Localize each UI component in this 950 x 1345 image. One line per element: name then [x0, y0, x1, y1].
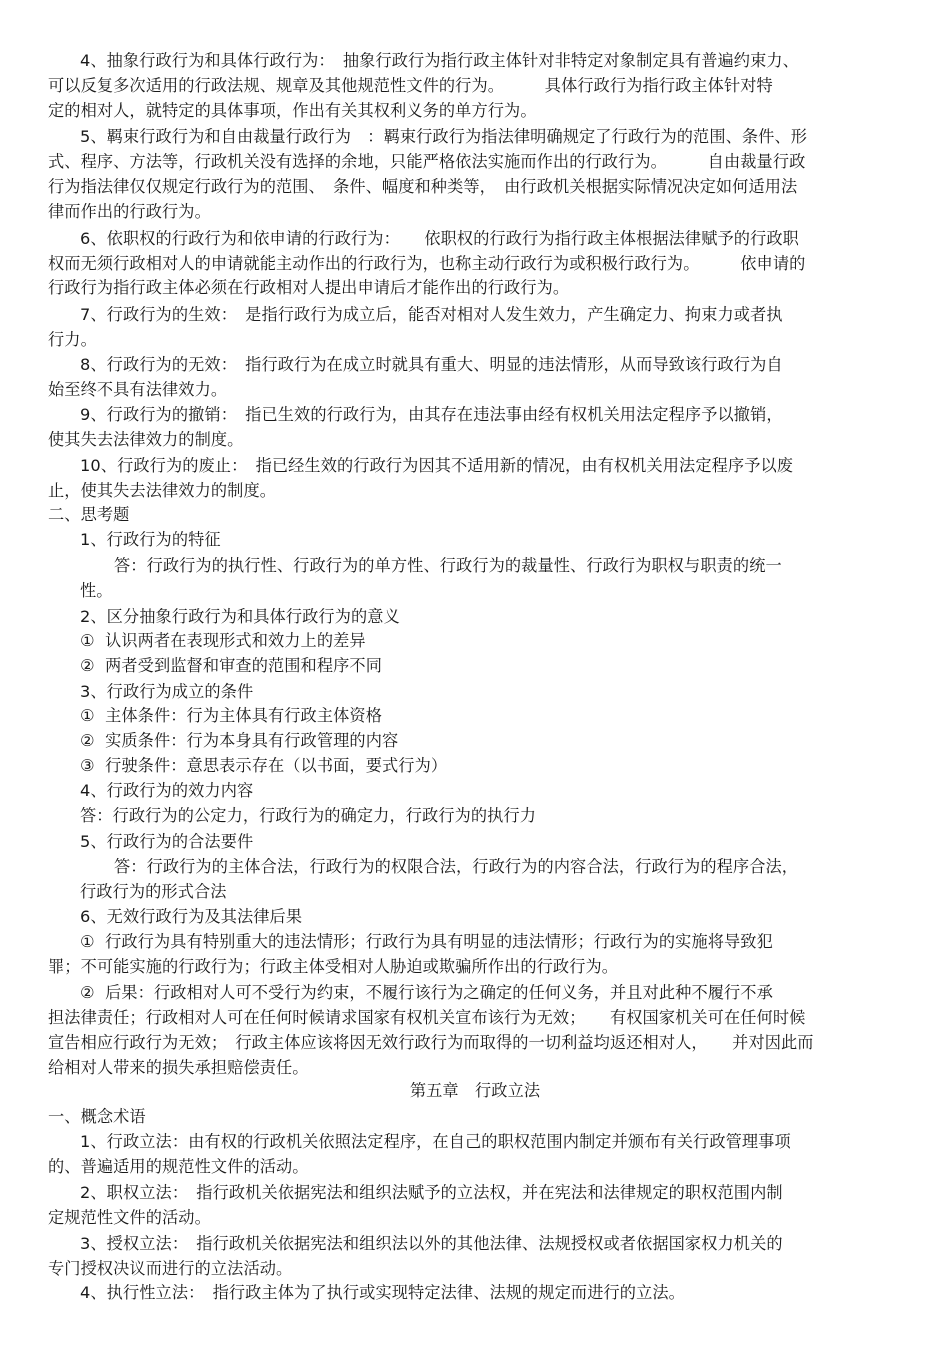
text-line: 律而作出的行政行为。 — [48, 202, 211, 221]
section-heading: 一、概念术语 — [48, 1107, 146, 1126]
text-line: 10、行政行为的废止： 指已经生效的行政行为因其不适用新的情况，由有权机关用法定程序予以废 — [80, 456, 794, 475]
list-item: ② 后果：行政相对人可不受行为约束，不履行该行为之确定的任何义务，并且对此种不履行不承 — [80, 983, 773, 1002]
text-line: 权而无须行政相对人的申请就能主动作出的行政行为，也称主动行政行为或积极行政行为。 依申请的 — [48, 254, 806, 273]
text-line: 7、行政行为的生效： 是指行政行为成立后，能否对相对人发生效力，产生确定力、拘束力或者执 — [80, 305, 783, 324]
text-line: 式、程序、方法等，行政机关没有选择的余地，只能严格依法实施而作出的行政行为。 自由裁量行政 — [48, 152, 806, 171]
answer-line: 答：行政行为的主体合法，行政行为的权限合法，行政行为的内容合法，行政行为的程序合法， — [114, 857, 799, 876]
text-line: 使其失去法律效力的制度。 — [48, 430, 244, 449]
list-item: ① 行政行为具有特别重大的违法情形；行政行为具有明显的违法情形；行政行为的实施将导致犯 — [80, 932, 773, 951]
text-line: 止，使其失去法律效力的制度。 — [48, 481, 277, 500]
text-line: 专门授权决议而进行的立法活动。 — [48, 1259, 293, 1278]
text-line: 担法律责任；行政相对人可在任何时候请求国家有权机关宣布该行为无效； 有权国家机关可在任何时候 — [48, 1008, 806, 1027]
text-line: 2、职权立法： 指行政机关依据宪法和组织法赋予的立法权，并在宪法和法律规定的职权范围内制 — [80, 1183, 783, 1202]
question-heading: 4、行政行为的效力内容 — [80, 781, 254, 800]
question-heading: 1、行政行为的特征 — [80, 530, 221, 549]
text-line: 定的相对人，就特定的具体事项，作出有关其权利义务的单方行为。 — [48, 101, 537, 120]
list-item: ① 认识两者在表现形式和效力上的差异 — [80, 631, 366, 650]
text-line: 4、执行性立法： 指行政主体为了执行或实现特定法律、法规的规定而进行的立法。 — [80, 1283, 685, 1302]
question-heading: 5、行政行为的合法要件 — [80, 832, 254, 851]
text-line: 行力。 — [48, 330, 97, 349]
text-line: 9、行政行为的撤销： 指已生效的行政行为，由其存在违法事由经有权机关用法定程序予以撤销， — [80, 405, 783, 424]
text-line: 5、羁束行政行为和自由裁量行政行为 ：羁束行政行为指法律明确规定了行政行为的范围、条件、形 — [80, 127, 808, 146]
text-line: 3、授权立法： 指行政机关依据宪法和组织法以外的其他法律、法规授权或者依据国家权力机关的 — [80, 1234, 783, 1253]
list-item: ① 主体条件：行为主体具有行政主体资格 — [80, 706, 382, 725]
question-heading: 2、区分抽象行政行为和具体行政行为的意义 — [80, 607, 400, 626]
answer-line: 答：行政行为的公定力，行政行为的确定力，行政行为的执行力 — [80, 806, 537, 825]
answer-line: 行政行为的形式合法 — [80, 882, 227, 901]
text-line: 罪；不可能实施的行政行为；行政主体受相对人胁迫或欺骗所作出的行政行为。 — [48, 957, 619, 976]
text-line: 的、普遍适用的规范性文件的活动。 — [48, 1157, 309, 1176]
section-heading: 二、思考题 — [48, 505, 130, 524]
text-line: 4、抽象行政行为和具体行政行为： 抽象行政行为指行政主体针对非特定对象制定具有普遍约束力、 — [80, 51, 799, 70]
text-line: 可以反复多次适用的行政法规、规章及其他规范性文件的行为。 具体行政行为指行政主体针对特 — [48, 76, 773, 95]
question-heading: 3、行政行为成立的条件 — [80, 682, 254, 701]
text-line: 8、行政行为的无效： 指行政行为在成立时就具有重大、明显的违法情形，从而导致该行政行为自 — [80, 355, 783, 374]
text-line: 给相对人带来的损失承担赔偿责任。 — [48, 1058, 309, 1077]
text-line: 宣告相应行政行为无效； 行政主体应该将因无效行政行为而取得的一切利益均返还相对人， 并对因此而 — [48, 1033, 814, 1052]
text-line: 行为指法律仅仅规定行政行为的范围、 条件、幅度和种类等， 由行政机关根据实际情况决定如何适用法 — [48, 177, 798, 196]
list-item: ③ 行驶条件：意思表示存在（以书面，要式行为） — [80, 756, 448, 775]
text-line: 6、依职权的行政行为和依申请的行政行为： 依职权的行政行为指行政主体根据法律赋予的行政职 — [80, 229, 799, 248]
text-line: 始至终不具有法律效力。 — [48, 380, 228, 399]
answer-line: 性。 — [80, 581, 113, 600]
question-heading: 6、无效行政行为及其法律后果 — [80, 907, 303, 926]
text-line: 行政行为指行政主体必须在行政相对人提出申请后才能作出的行政行为。 — [48, 278, 570, 297]
chapter-title: 第五章 行政立法 — [409, 1081, 541, 1100]
text-line: 定规范性文件的活动。 — [48, 1208, 211, 1227]
text-line: 1、行政立法：由有权的行政机关依照法定程序，在自己的职权范围内制定并颁布有关行政管理事项 — [80, 1132, 791, 1151]
list-item: ② 实质条件：行为本身具有行政管理的内容 — [80, 731, 399, 750]
list-item: ② 两者受到监督和审查的范围和程序不同 — [80, 656, 382, 675]
answer-line: 答：行政行为的执行性、行政行为的单方性、行政行为的裁量性、行政行为职权与职责的统一 — [114, 556, 782, 575]
